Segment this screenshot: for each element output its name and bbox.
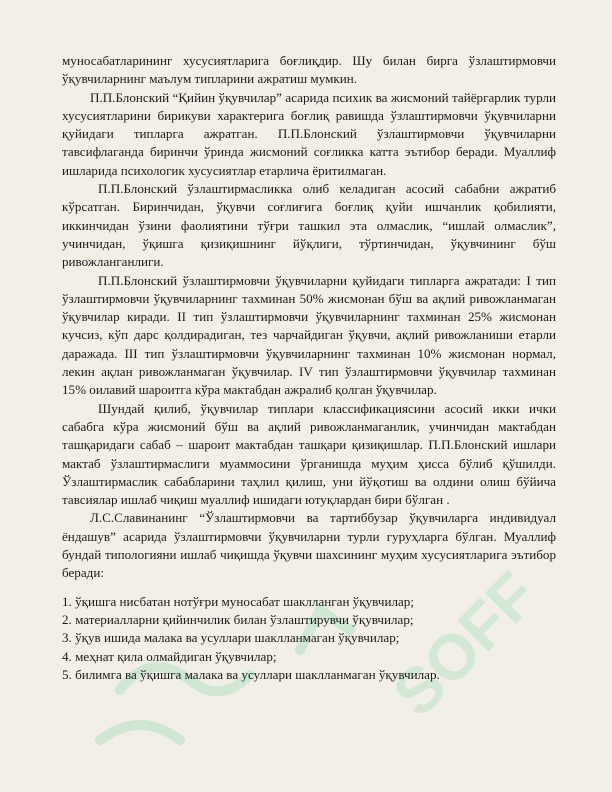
list-item: 4. меҳнат қила олмайдиган ўқувчилар; [62, 648, 277, 664]
watermark-text: SOFF [378, 558, 551, 730]
list-item: 2. материалларни қийинчилик билан ўзлаштирувчи ўқувчилар; [62, 611, 414, 627]
list-item: 5. билимга ва ўқишга малака ва усуллари шаклланмаган ўқувчилар. [62, 666, 440, 682]
paragraph-slavina: Л.С.Славинанинг “Ўзлаштирмовчи ва тартиббузар ўқувчиларга индивидуал ёндашув” асарида ўзлаштирмовчи ўқувчиларни турли гуруҳларга бўлган. Муаллиф бундай типологияни ишлаб чиқишда ўқувчи шахсининг муҳим хусусиятларига эътибор беради: [62, 510, 556, 581]
student-groups-list [62, 593, 556, 684]
list-item: 1. ўқишга нисбатан нотўғри муносабат шаклланган ўқувчилар; [62, 593, 414, 609]
paragraph-blonsky-work: П.П.Блонский “Қийин ўқувчилар” асарида психик ва жисмоний тайёргарлик турли хусусиятларини бирикуви характерига боғлиқ равишда ўзлаштирмовчи ўқувчиларни қуйидаги типларга ажратган. П.П.Блонский ўзлаштирмовчи ўқувчиларни тавсифлаганда биринчи ўринда жисмоний соғликка катта эътибор беради. Муаллиф ишларида психологик хусусиятлар етарлича ёритилмаган. [62, 89, 556, 178]
paragraph-main-causes: П.П.Блонский ўзлаштирмасликка олиб келадиган асосий сабабни ажратиб кўрсатган. Биринчидан, ўқувчи соғлиғига боғлиқ қуйи ишчанлик қобилияти, иккинчидан ўзини фаолиятини тўғри ташкил эта олмаслик, “ишлай олмаслик”, учинчидан, ўқишга қизиқишнинг йўқлиги, тўртинчидан, ўқувчининг бўш ривожланганлиги. [62, 181, 556, 270]
document-page [62, 52, 556, 684]
paragraph-intro: муносабатларининг хусусиятларига боғлиқдир. Шу билан бирга ўзлаштирмовчи ўқувчиларнинг маълум типларини ажратиш мумкин. [62, 53, 556, 87]
list-item: 3. ўқув ишида малака ва усуллари шаклланмаган ўқувчилар; [62, 630, 400, 646]
paragraph-types: П.П.Блонский ўзлаштирмовчи ўқувчиларни қуйидаги типларга ажратади: I тип ўзлаштирмовчи ўқувчиларнинг тахминан 50% жисмонан бўш ва ақлий ривожланмаган ўқувчилар киради. II тип ўзлаштирмовчи ўқувчиларнинг тахминан 25% жисмонан кучсиз, кўп дарс қолдирадиган, тез чарчайдиган ўқувчи, ақлий ривожланиши етарли даражада. III тип ўзлаштирмовчи ўқувчиларнинг тахминан 10% жисмонан нормал, лекин ақлан ривожланмаган ўқувчилар. IV тип ўзлаштирмовчи ўқувчилар тахминан 15% оилавий шароитга кўра мактабдан ажралиб қолган ўқувчилар. [62, 272, 556, 398]
paragraph-conclusion: Шундай қилиб, ўқувчилар типлари классификациясини асосий икки ички сабабга кўра жисмоний бўш ва ақлий ривожланмаганлик, учинчидан мактабдан ташқаридаги сабаб – шароит мактабдан ташқари қизиқишлар. П.П.Блонский ишлари мактаб ўзлаштирмаслиги муаммосини ўрганишда муҳим ҳисса бўлиб қўшилди. Ўзлаштирмаслик сабабларини таҳлил қилиш, уни йўқотиш ва олдини олиш бўйича тавсиялар ишлаб чиқиш муаллиф ишидаги ютуқлардан бири бўлган . [62, 400, 556, 508]
